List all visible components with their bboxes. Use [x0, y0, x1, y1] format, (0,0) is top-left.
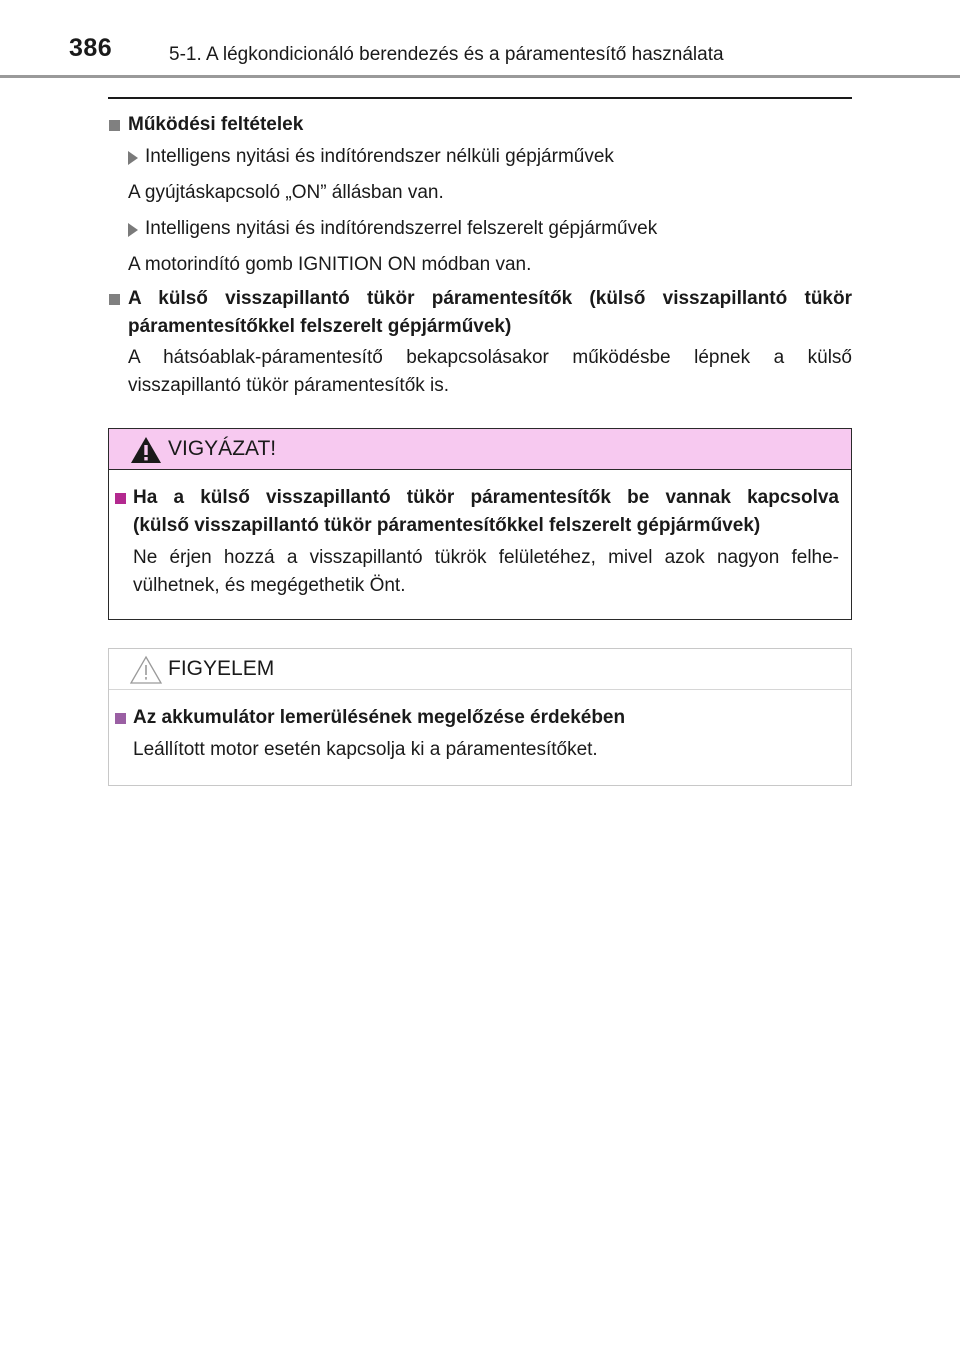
sub-item: Intelligens nyitási és indítórendszer nélküli gépjárművek [108, 143, 852, 171]
warning-body [109, 470, 851, 620]
warning-box [108, 428, 852, 620]
square-bullet-icon [109, 294, 120, 305]
paragraph: A gyújtáskapcsoló „ON” állásban van. [128, 182, 444, 203]
notice-title: FIGYELEM [168, 657, 275, 680]
notice-heading: Az akkumulátor lemerülésének megelőzése érdekében [112, 704, 839, 732]
content-divider [108, 97, 852, 99]
notice-body [109, 690, 851, 784]
section-heading: Működési feltételek [108, 111, 852, 139]
warning-heading: Ha a külső visszapillantó tükör páramentesítők be vannak kapcsolva (külső visszapillantó tükör páramentesítőkkel felszerelt gépjárművek) [112, 484, 839, 540]
warning-triangle-icon [129, 435, 163, 465]
notice-header [109, 649, 851, 690]
triangle-bullet-icon [128, 151, 138, 165]
section-mirror-defoggers [108, 285, 852, 400]
page-header [0, 0, 960, 80]
warning-header [109, 429, 851, 470]
section-operating-conditions [108, 111, 852, 279]
square-bullet-icon [115, 493, 126, 504]
warning-text: Ne érjen hozzá a visszapillantó tükrök felületéhez, mivel azok nagyon felhe- vülhetnek, és megégethetik Önt. [133, 547, 839, 596]
section-heading: A külső visszapillantó tükör páramentesítők (külső visszapillantó tükör páramentesítőkkel felszerelt gépjárművek) [108, 285, 852, 341]
warning-title: VIGYÁZAT! [168, 437, 277, 460]
square-bullet-icon [109, 120, 120, 131]
paragraph: A hátsóablak-páramentesítő bekapcsolásakor működésbe lépnek a külső visszapillantó tükör páramentesítők is. [128, 347, 852, 396]
triangle-bullet-icon [128, 223, 138, 237]
page-number: 386 [69, 34, 113, 62]
paragraph: A motorindító gomb IGNITION ON módban van. [128, 254, 532, 275]
notice-box [108, 648, 852, 786]
header-divider [0, 75, 960, 78]
square-bullet-icon [115, 713, 126, 724]
notice-text: Leállított motor esetén kapcsolja ki a páramentesítőket. [133, 739, 598, 760]
sub-item: Intelligens nyitási és indítórendszerrel felszerelt gépjárművek [108, 215, 852, 243]
chapter-title: 5-1. A légkondicionáló berendezés és a páramentesítő használata [169, 44, 724, 65]
notice-triangle-outline-icon [129, 655, 163, 685]
